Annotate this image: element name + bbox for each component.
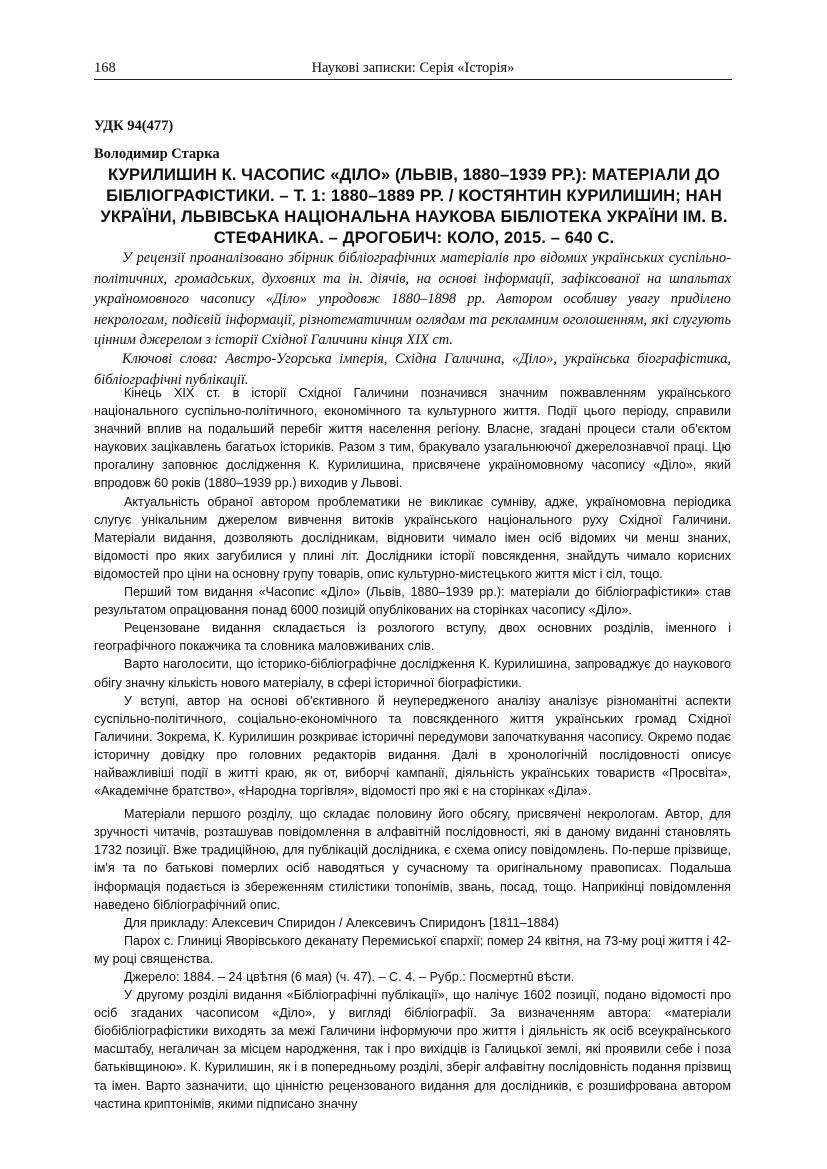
body-paragraph: Джерело: 1884. – 24 цвѣтня (6 мая) (ч. 47). – С. 4. – Рубр.: Посмертнû вѣсти. <box>124 970 575 984</box>
journal-title: Наукові записки: Серія «Історія» <box>311 60 515 76</box>
article-body <box>94 384 731 1113</box>
body-paragraph: Варто наголосити, що історико-бібліографічне дослідження К. Курилишина, запроваджує до наукового обігу значну кількість нового матеріалу, в сфері історичної біографістики. <box>94 657 731 690</box>
udc-code: УДК 94(477) <box>94 118 174 134</box>
body-paragraph: Кінець ХІХ ст. в історії Східної Галичини позначився значним пожвавленням українського національного суспільно-політичного, економічного та культурного життя. Події цього періоду, справили значний вплив на подальший перебіг життя населення регіону. Власне, згадані процеси стали об'єктом наукових зацікавлень багатьох істориків. Разом з тим, бракувало узагальнюючої джерелознавчої праці. Цю прогалину заповнює дослідження К. Курилишина, присвячене україномовному часопису «Діло», який впродовж 60 років (1880–1939 рр.) виходив у Львові. <box>94 386 731 491</box>
body-paragraph: У другому розділі видання «Бібліографічні публікації», що налічує 1602 позиції, подано відомості про осіб згаданих часописом «Діло», у вигляді бібліографії. За визначенням автора: «матеріали біобібліографістики виходять за межі Галичини інформуючи про життя і діяльність як осіб всеукраїнського масштабу, негаличан за місцем народження, так і про вихідців із Галицької землі, які проявили себе і поза батьківщиною». К. Курилишин, як і в попередньому розділі, зберіг алфавітну послідовність подання прізвищ та імен. Варто зазначити, що цінністю рецензованого видання для дослідників, є розшифрована автором частина криптонімів, якими підписано значну <box>94 988 731 1111</box>
body-paragraph: Актуальність обраної автором проблематики не викликає сумніву, адже, україномовна періодика слугує унікальним джерелом вивчення витоків українського національного руху Східної Галичини. Матеріали видання, дозволяють дослідникам, відновити чимало імен осіб відомих чи менш знаних, відомості про яких загубилися у плині літ. Дослідники історії повсякдення, знайдуть чимало корисних відомостей про ціни на основну групу товарів, опис культурно-мистецького життя міст і сіл, тощо. <box>94 494 731 581</box>
header-divider <box>94 79 732 80</box>
article-abstract: У рецензії проаналізовано збірник бібліографічних матеріалів про відомих українських суспільно-політичних, громадських, духовних та ін. діячів, на основі інформації, зафіксованої на шпальтах україномовного часопису «Діло» упродовж 1880–1898 рр. Автором особливу увагу приділено некрологам, подієвій інформації, різнотематичним оглядам та рекламним оголошенням, які слугують цінним джерелом з історії Східної Галичини кінця ХІХ ст. <box>94 250 731 349</box>
body-paragraph: Матеріали першого розділу, що складає половину його обсягу, присвячені некрологам. Автор, для зручності читачів, розташував повідомлення в алфавітній послідовності, які в даному виданні становлять 1732 позиції. Вже традиційною, для публікацій дослідника, є схема опису повідомлень. По-перше прізвище, ім'я та по батькові померлих осіб наводяться у сучасному та оригінальному правописах. Подальша інформація подається із збереженням стилістики топонімів, звань, посад, тощо. Наприкінці повідомлення наведено бібліографічний опис. <box>94 807 731 912</box>
article-keywords: Ключові слова: Австро-Угорська імперія, Східна Галичина, «Діло», українська біографістика, бібліографічні публікації. <box>94 351 731 388</box>
page-number: 168 <box>94 60 116 76</box>
article-author: Володимир Старка <box>94 146 220 162</box>
body-paragraph: Для прикладу: Алексевич Спиридон / Алексевичъ Спиридонъ [1811–1884) <box>124 915 559 930</box>
body-paragraph: Парох с. Глиниці Яворівського деканату Перемиської єпархії; помер 24 квітня, на 73-му році життя і 42-му році священства. <box>94 933 731 966</box>
body-paragraph: Рецензоване видання складається із розлогого вступу, двох основних розділів, іменного і географічного покажчика та словника маловживаних слів. <box>94 621 731 654</box>
body-paragraph: Перший том видання «Часопис «Діло» (Львів, 1880–1939 рр.): матеріали до бібліографістики» став результатом опрацювання понад 6000 позицій опублікованих на сторінках часопису «Діло». <box>94 585 731 618</box>
article-title: КУРИЛИШИН К. ЧАСОПИС «ДІЛО» (ЛЬВІВ, 1880–1939 РР.): МАТЕРІАЛИ ДО БІБЛІОГРАФІСТИКИ. – Т. 1: 1880–1889 РР. / КОСТЯНТИН КУРИЛИШИН; НАН УКРАЇНИ, ЛЬВІВСЬКА НАЦІОНАЛЬНА НАУКОВА БІБЛІОТЕКА УКРАЇНИ ІМ. В. СТЕФАНИКА. – ДРОГОБИЧ: КОЛО, 2015. – 640 С. <box>100 165 728 247</box>
body-paragraph: У вступі, автор на основі об'єктивного й неупередженого аналізу аналізує різноманітні аспекти суспільно-політичного, соціально-економічного та повсякденного життя українських громад Східної Галичини. Зокрема, К. Курилишин розкриває історичні передумови започаткування часопису. Окремо подає історичну довідку про головних редакторів видання. Далі в хронологічній послідовності описує найважливіші події в житті краю, як от, виборчі кампанії, діяльність українських товариств «Просвіта», «Академічне братство», «Народна торгівля», відомості про які є на сторінках «Діла». <box>94 693 731 799</box>
running-header <box>94 58 732 80</box>
